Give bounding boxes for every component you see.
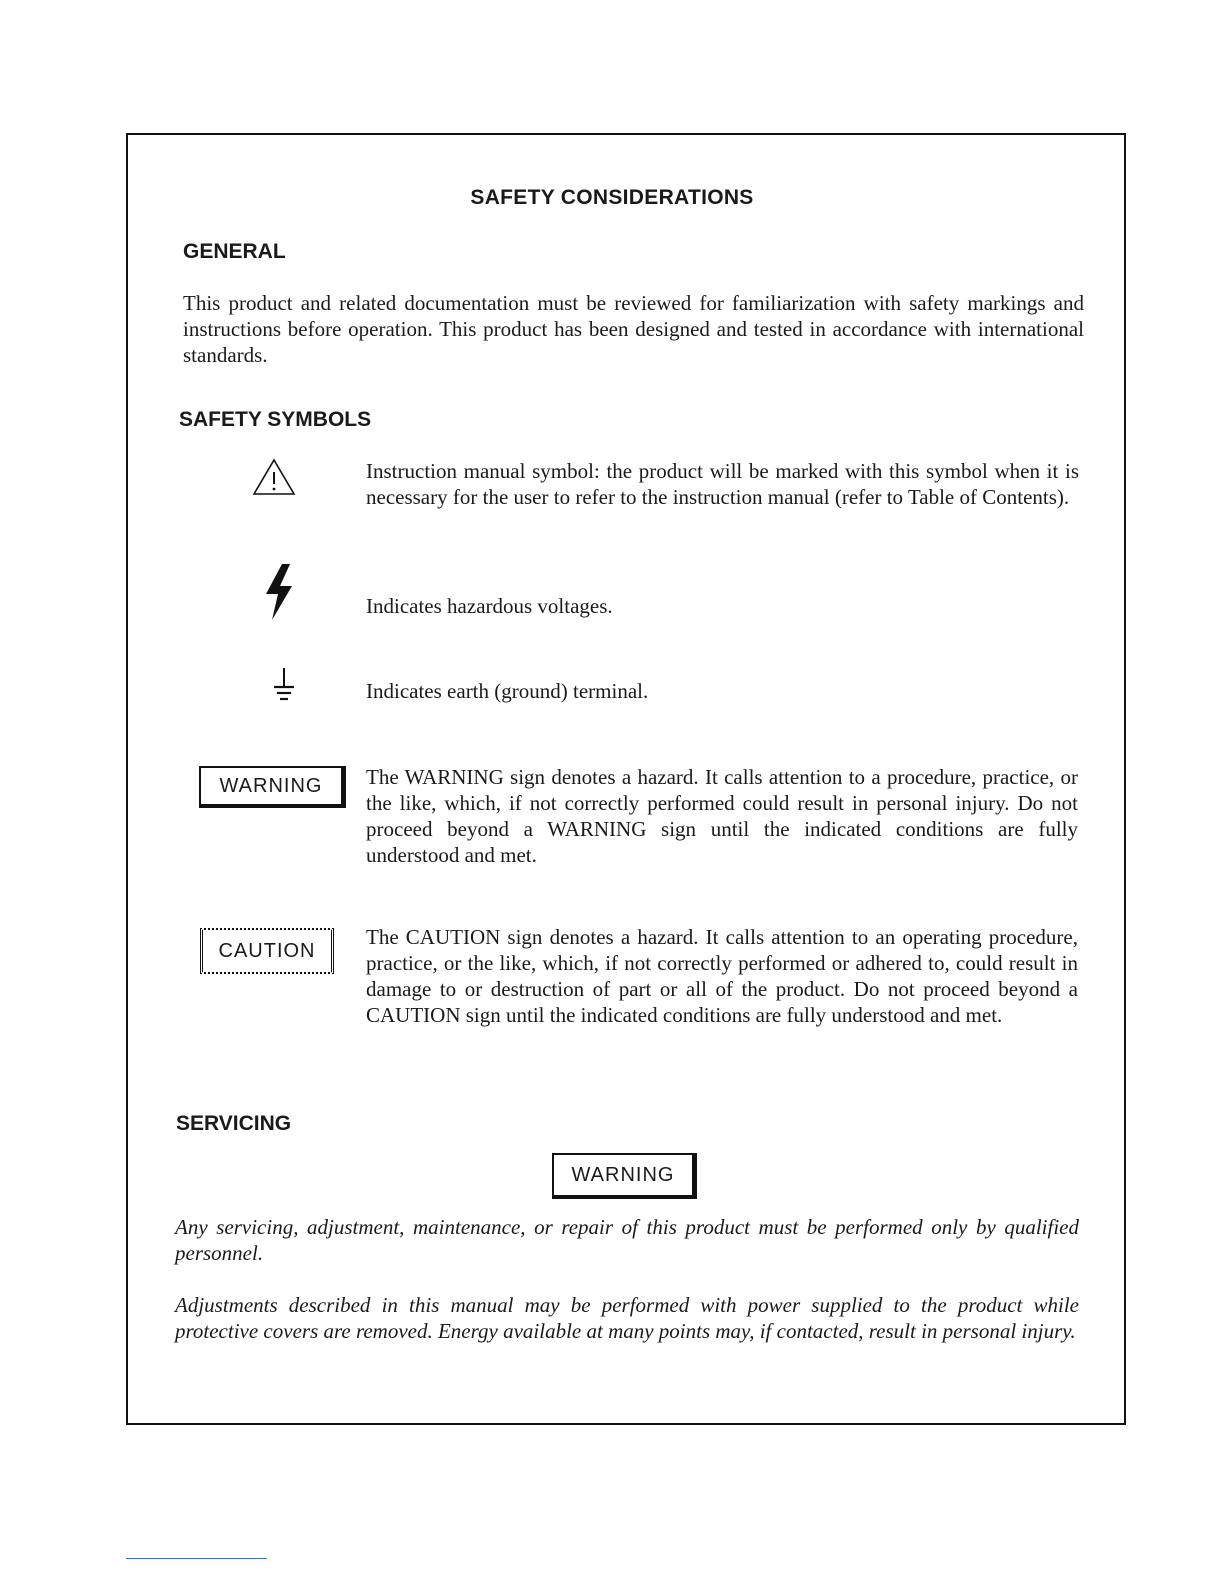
symbol-item-text: Instruction manual symbol: the product will be marked with this symbol when it is necessary for the user to refer to the instruction manual (refer to Table of Contents). [366, 459, 1079, 509]
servicing-heading: SERVICING [176, 1112, 292, 1135]
caution-label: CAUTION [200, 928, 334, 974]
servicing-paragraph: Any servicing, adjustment, maintenance, or repair of this product must be performed only by qualified personnel. [175, 1215, 1079, 1265]
warning-label: WARNING [199, 766, 346, 808]
servicing-paragraph: Adjustments described in this manual may be performed with power supplied to the product while protective covers are removed. Energy available at many points may, if contacted, result in personal injury. [175, 1293, 1079, 1343]
hazardous-voltage-icon [262, 562, 298, 622]
general-heading: GENERAL [183, 240, 286, 263]
general-paragraph: This product and related documentation must be reviewed for familiarization with safety markings and instructions before operation. This product has been designed and tested in accordance with international standards. [183, 291, 1084, 367]
page-title: SAFETY CONSIDERATIONS [470, 186, 754, 209]
symbol-item-text: Indicates hazardous voltages. [366, 594, 613, 618]
caution-description: The CAUTION sign denotes a hazard. It calls attention to an operating procedure, practice, or the like, which, if not correctly performed or adhered to, could result in damage to or destruction of part or all of the product. Do not proceed beyond a CAUTION sign until the indicated conditions are fully understood and met. [366, 925, 1078, 1027]
safety-symbols-heading: SAFETY SYMBOLS [179, 408, 372, 431]
warning-description: The WARNING sign denotes a hazard. It calls attention to a procedure, practice, or the like, which, if not correctly performed could result in personal injury. Do not proceed beyond a WARNING sign until the indicated conditions are fully understood and met. [366, 765, 1078, 867]
instruction-manual-triangle-icon [252, 458, 296, 496]
symbol-item-text: Indicates earth (ground) terminal. [366, 679, 649, 703]
footer-rule [126, 1558, 267, 1559]
earth-ground-icon [270, 666, 298, 706]
servicing-warning-label: WARNING [552, 1153, 697, 1199]
